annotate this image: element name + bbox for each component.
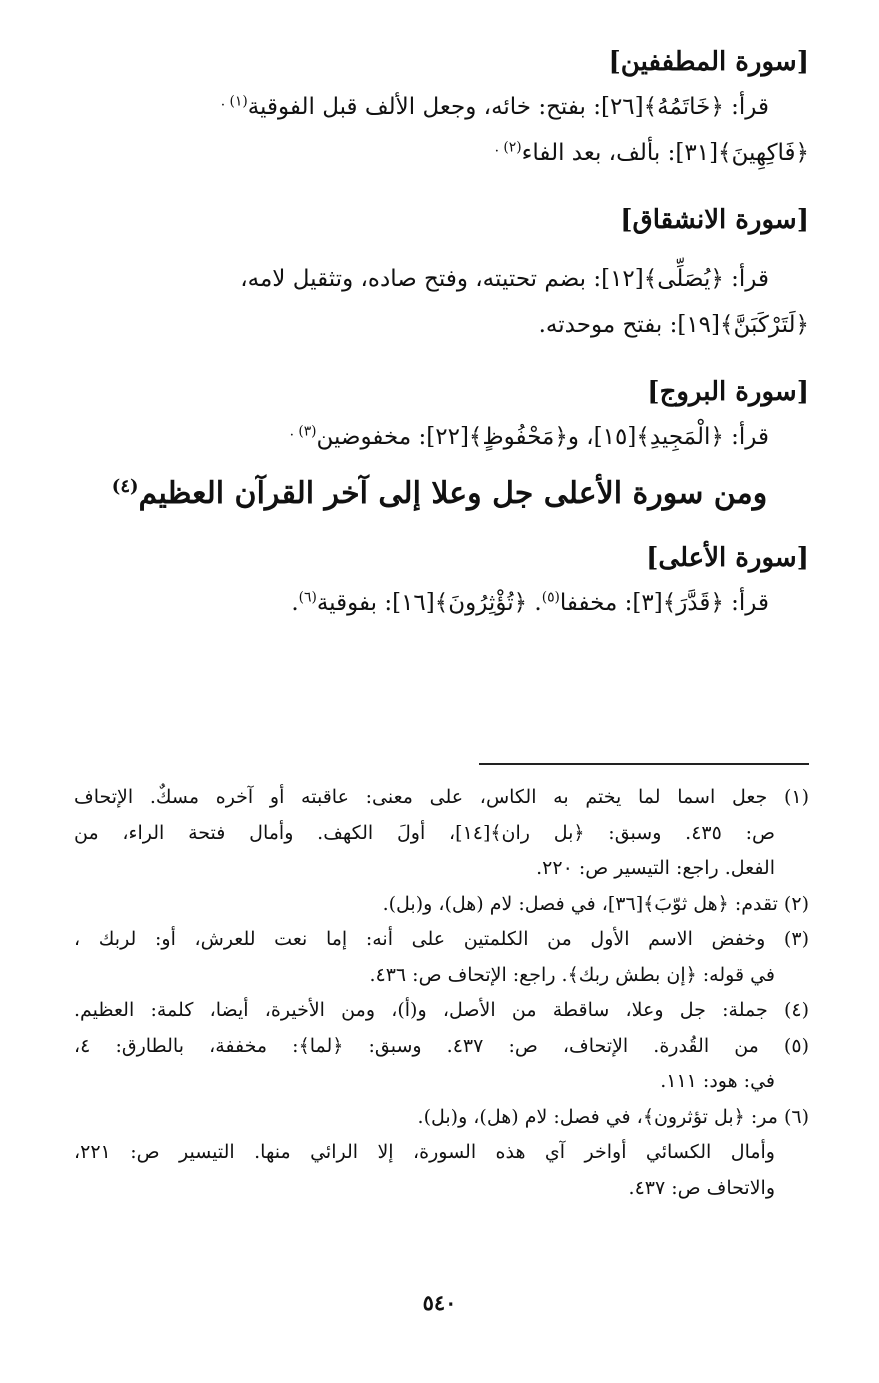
footnote-line: في قوله: ﴿إن بطش ربك﴾. راجع: الإتحاف ص: ٤٣٦. [369,963,775,986]
footnote-line: وأمال الكسائي أواخر آي هذه السورة، إلا الرائي منها. التيسير ص: ٢٢١، [74,1141,775,1163]
footnote-line: الفعل. راجع: التيسير ص: ٢٢٠. [536,857,775,879]
surah-title-inshiqaq: [سورة الانشقاق] [620,205,809,235]
footnote-line: (٦) مر: ﴿بل تؤثرون﴾، في فصل: لام (هل)، و(بل). [417,1105,809,1128]
text-line-content: . ﴿تُؤْثِرُونَ﴾[١٦]: بفوقية [316,590,542,616]
text-line: ﴿لَتَرْكَبَنَّ﴾[١٩]: بفتح موحدته. [538,312,809,338]
surah-title-buruj: [سورة البروج] [647,377,809,407]
text-line-content: . [291,590,299,616]
text-line: قرأ: ﴿يُصَلِّى﴾[١٢]: بضم تحتيته، وفتح صاده، وتثقيل لامه، [240,266,769,292]
footnote-line: ص: ٤٣٥. وسبق: ﴿بل ران﴾[١٤]، أولَ الكهف. وأمال فتحة الراء، من [74,821,775,844]
footnote-mark: (٢) . [494,139,522,156]
footnote-line: (٥) من القُدرة. الإتحاف، ص: ٤٣٧. وسبق: ﴿لما﴾: مخففة، بالطارق: ٤، [74,1034,809,1057]
footnotes [74,780,809,1206]
footnote-mark: (٥) [541,589,560,606]
text-line-content: قرأ: ﴿قَدَّرَ﴾[٣]: مخففا [559,590,769,616]
surah-title-mutaffifin: [سورة المطففين] [608,47,809,77]
footnote-line: (٣) وخفض الاسم الأول من الكلمتين على أنه: إما نعت للعرش، أو: لربك ، [74,928,809,950]
footnote-mark: (٤) [111,476,139,497]
footnote-line: في: هود: ١١١. [660,1070,775,1092]
footnote-line: (١) جعل اسما لما يختم به الكاس، على معنى: عاقبته أو آخره مسكٌ. الإتحاف [74,786,809,808]
footnote-line: (٢) تقدم: ﴿هل ثوّبَ﴾[٣٦]، في فصل: لام (هل)، و(بل). [382,892,809,915]
main-text [70,40,809,626]
text-line [70,84,809,130]
footnote-mark: (٣) . [289,423,317,440]
text-line [70,580,809,626]
page-number: ٥٤٠ [422,1290,457,1315]
text-line [70,130,809,176]
text-line-content: قرأ: ﴿خَاتَمُهُ﴾[٢٦]: بفتح: خائه، وجعل الألف قبل الفوقية [247,94,769,120]
footnote-mark: (٦) [298,589,317,606]
footnote-line: والاتحاف ص: ٤٣٧. [628,1176,775,1199]
surah-title-aala: [سورة الأعلى] [646,543,809,573]
footnote-separator [479,763,809,765]
text-line-content: قرأ: ﴿الْمَجِيدِ﴾[١٥]، و﴿مَحْفُوظٍ﴾[٢٢]: مخفوضين [316,424,769,450]
section-heading-text: ومن سورة الأعلى جل وعلا إلى آخر القرآن العظيم [138,476,768,511]
section-heading [70,464,809,524]
footnote-line: (٤) جملة: جل وعلا، ساقطة من الأصل، و(أ)، ومن الأخيرة، أيضا، كلمة: العظيم. [74,999,809,1021]
footnote-mark: (١) . [220,93,248,110]
text-line-content: ﴿فَاكِهِينَ﴾[٣١]: بألف، بعد الفاء [521,140,809,166]
text-line [70,414,809,460]
